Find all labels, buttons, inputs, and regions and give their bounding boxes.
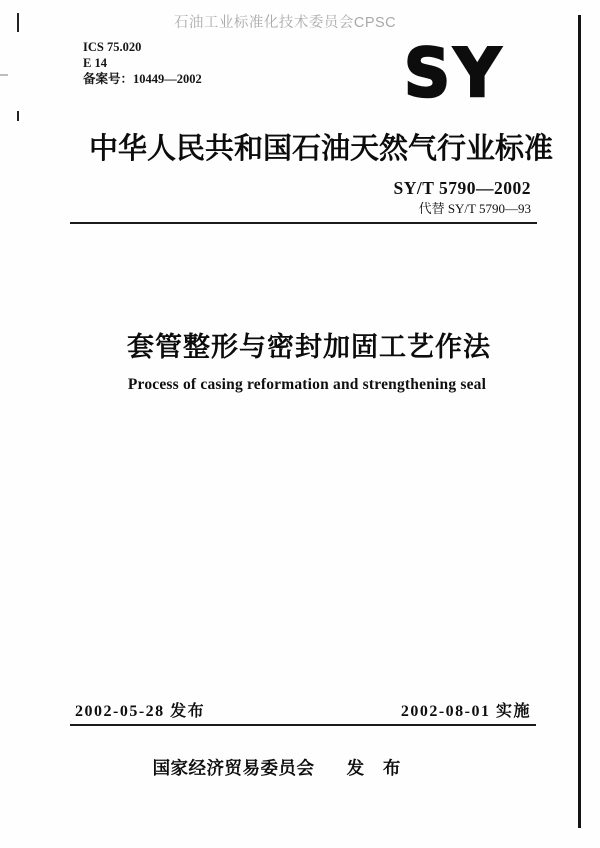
scan-artifact-mark [17,13,19,32]
scan-artifact-mark [0,74,8,76]
issue-date: 2002-05-28 发布 [75,703,206,720]
standard-heading: 中华人民共和国石油天然气行业标准 [89,133,554,165]
footer-divider-rule [70,724,536,726]
standard-number-block [394,178,531,218]
publisher-row [0,755,560,780]
document-title-chinese: 套管整形与密封加固工艺作法 [127,332,491,362]
standard-number: SY/T 5790—2002 [393,178,531,198]
sy-logo: SY [404,35,505,113]
document-title-english: Process of casing reformation and strengthening seal [127,376,487,393]
committee-watermark: 石油工业标准化技术委员会CPSC [173,15,397,31]
scan-artifact-mark [17,111,19,121]
publisher-name: 国家经济贸易委员会 [152,758,315,778]
publish-label: 发 布 [346,758,408,778]
implementation-date: 2002-08-01 实施 [400,703,531,720]
ics-code: ICS 75.020 [83,40,142,54]
ics-block [83,39,202,87]
doc-class-code: E 14 [83,56,107,70]
record-number: 备案号：10449—2002 [83,72,202,86]
header-divider-rule [70,222,537,224]
replaces-note: 代替 SY/T 5790—93 [418,201,531,216]
right-edge-scan-line [578,15,581,828]
